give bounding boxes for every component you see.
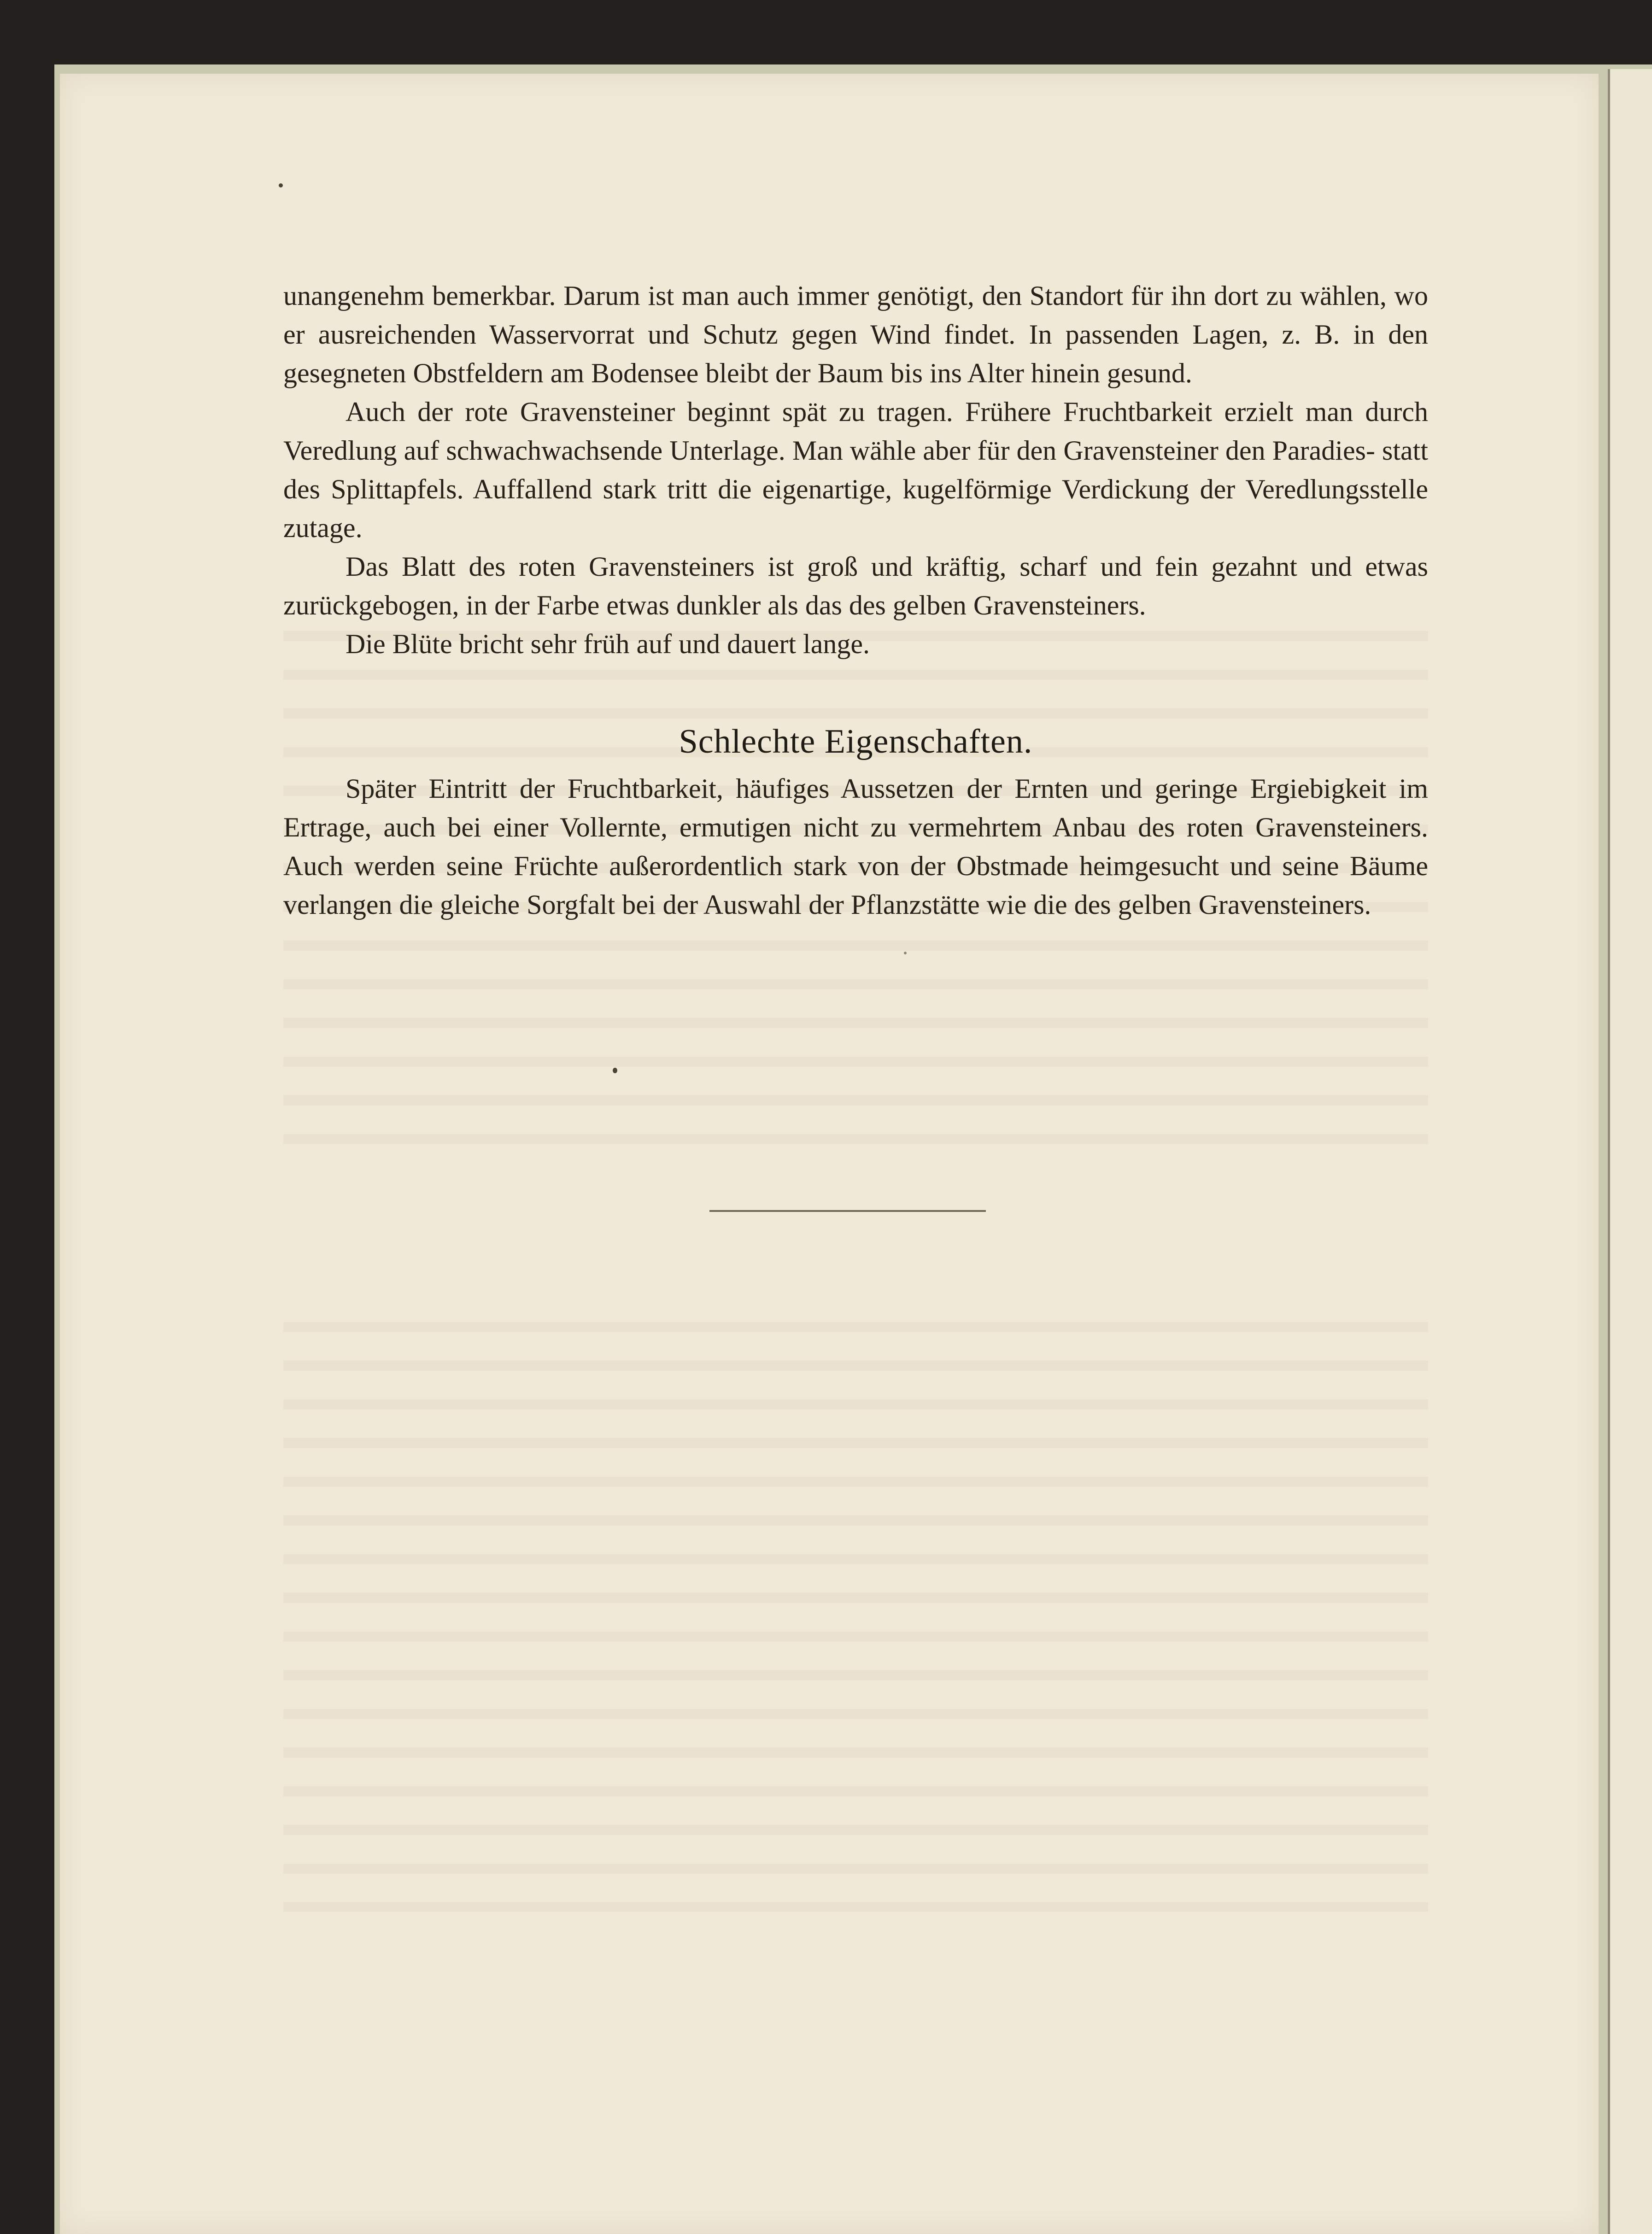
paper-speck: [613, 1068, 617, 1073]
section-heading: Schlechte Eigenschaften.: [679, 723, 1033, 760]
paper-speck: [279, 183, 283, 187]
paragraph: unangenehm bemerkbar. Darum ist man auch immer genötigt, den Standort für ihn dort zu wählen, wo er ausreichenden Wasservorrat und Schutz gegen Wind findet. In passenden Lagen, z. B. in den gesegneten Obstfeldern am Bodensee bleibt der Baum bis ins Alter hinein gesund.: [283, 281, 1428, 388]
paper-speck: [904, 952, 907, 954]
paragraph: Die Blüte bricht sehr früh auf und dauert lange.: [346, 629, 870, 659]
section-divider: [709, 1210, 986, 1212]
paragraph: Auch der rote Gravensteiner beginnt spät zu tragen. Frühere Fruchtbarkeit erzielt man durch Veredlung auf schwachwachsende Unterlage. Man wähle aber für den Gravensteiner den Paradies- statt des Splittapfels. Auffallend stark tritt die eigenartige, kugelförmige Verdickung der Veredlungsstelle zutage.: [283, 397, 1428, 543]
adjacent-page-edge: [1608, 69, 1652, 2234]
paragraph: Später Eintritt der Fruchtbarkeit, häufiges Aussetzen der Ernten und geringe Ergiebigkeit im Ertrage, auch bei einer Vollernte, ermutigen nicht zu vermehrtem Anbau des roten Gravensteiners. Auch werden seine Früchte außerordentlich stark von der Obstmade heimgesucht und seine Bäume verlangen die gleiche Sorgfalt bei der Auswahl der Pflanzstätte wie die des gelben Gravensteiners.: [283, 773, 1428, 920]
body-text-lower: [283, 769, 1428, 924]
show-through-lines-lower: [283, 1304, 1428, 1912]
body-text-upper: [283, 276, 1428, 663]
paragraph: Das Blatt des roten Gravensteiners ist groß und kräftig, scharf und fein gezahnt und etwas zurückgebogen, in der Farbe etwas dunkler als das des gelben Gravensteiners.: [283, 551, 1428, 620]
